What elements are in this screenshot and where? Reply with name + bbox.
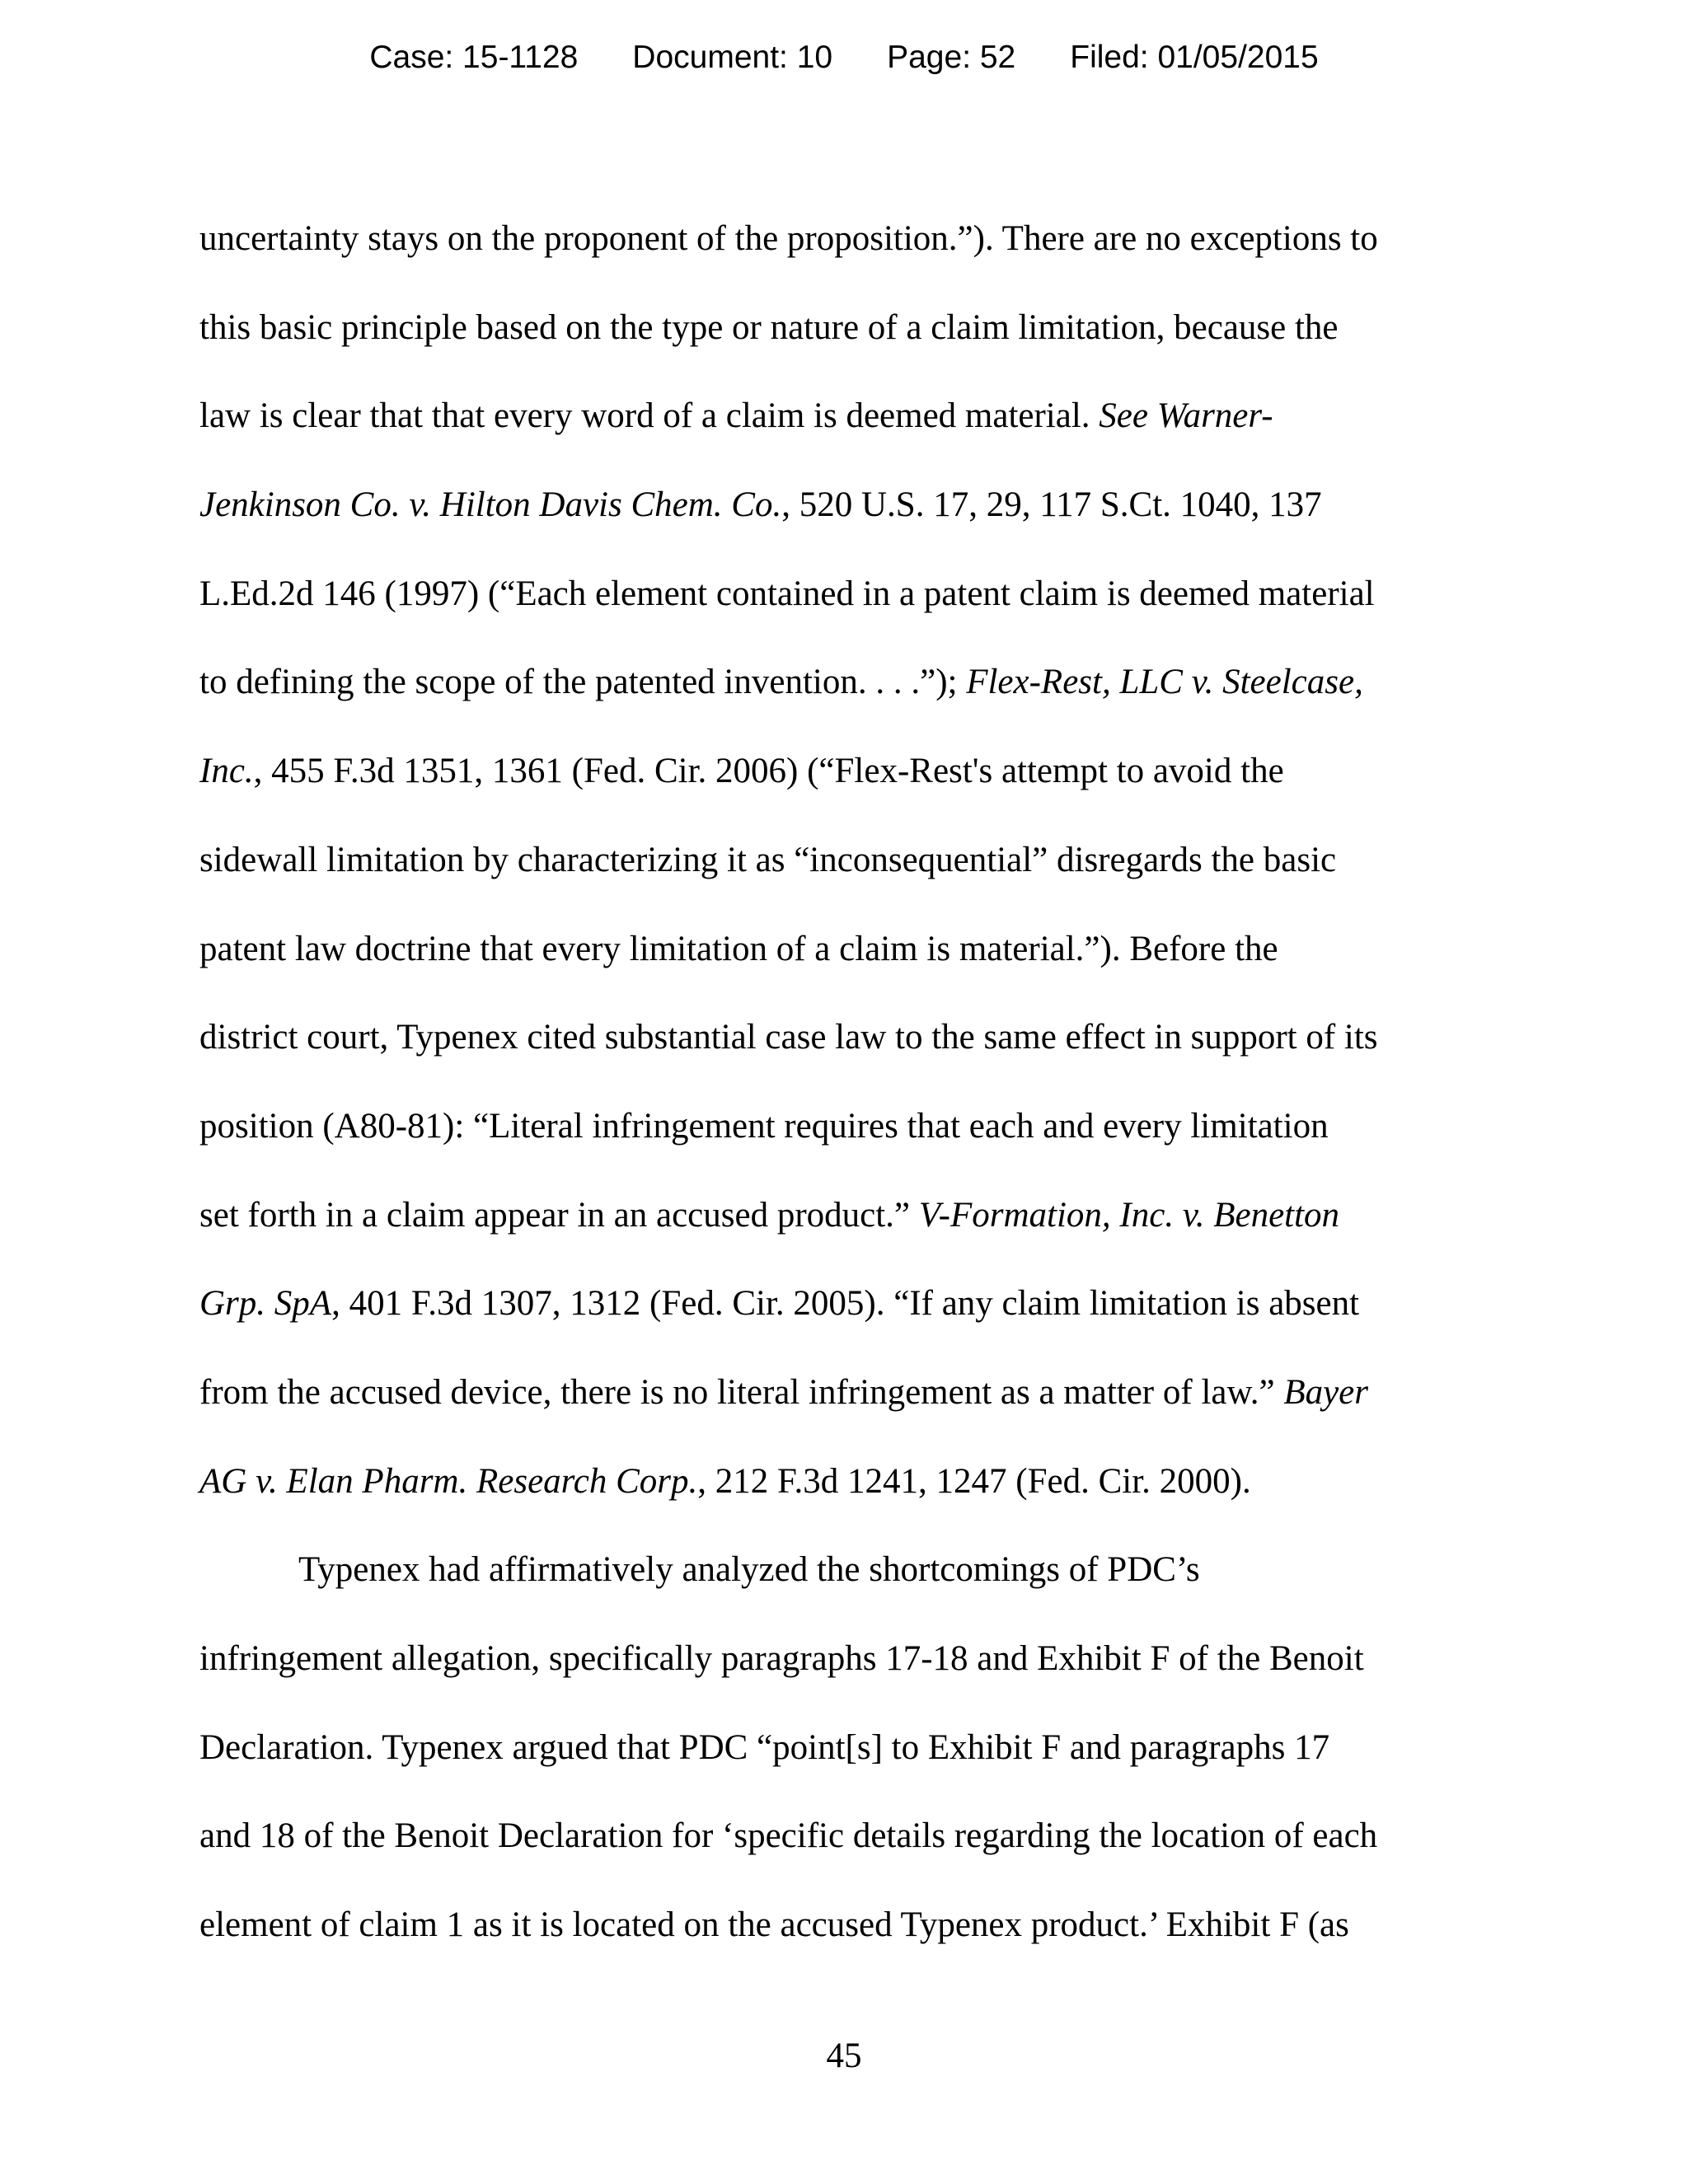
text-segment: , 401 F.3d 1307, 1312 (Fed. Cir. 2005). “If any claim limitation is absent [331,1284,1360,1324]
body-text [199,194,1518,1970]
text-segment: to defining the scope of the patented invention. . . .”); [199,663,967,702]
citation-text: Bayer [1283,1372,1368,1412]
text-line [199,461,1518,550]
text-line [199,1082,1518,1171]
text-line [199,550,1518,639]
filed-date: Filed: 01/05/2015 [1070,40,1319,75]
citation-text: Inc. [199,752,254,791]
text-segment: district court, Typenex cited substantial case law to the same effect in support of its [199,1018,1378,1057]
text-segment: sidewall limitation by characterizing it as “inconsequential” disregards the basic [199,840,1337,879]
text-line [199,1171,1518,1260]
text-line [199,1792,1518,1881]
page-number: 45 [826,2036,862,2075]
text-line [199,1526,1518,1615]
citation-text: Jenkinson Co. v. Hilton Davis Chem. Co. [199,485,782,525]
text-line [199,727,1518,816]
citation-text: V-Formation, Inc. v. Benetton [918,1195,1340,1235]
text-segment: law is clear that that every word of a claim is deemed material. [199,396,1100,436]
text-line [199,1704,1518,1793]
text-segment: patent law doctrine that every limitation of a claim is material.”). Before the [199,929,1278,968]
text-segment: infringement allegation, specifically paragraphs 17-18 and Exhibit F of the Benoit [199,1639,1364,1678]
text-line [199,284,1518,373]
text-line [199,816,1518,905]
citation-text: Flex-Rest, LLC v. Steelcase, [966,663,1363,702]
text-segment: and 18 of the Benoit Declaration for ‘specific details regarding the location of each [199,1816,1378,1856]
text-segment: , 455 F.3d 1351, 1361 (Fed. Cir. 2006) (“Flex-Rest's attempt to avoid the [253,752,1284,791]
text-line [199,372,1518,461]
text-line [199,905,1518,994]
case-number: Case: 15-1128 [369,40,579,75]
text-segment: position (A80-81): “Literal infringement requires that each and every limitation [199,1106,1329,1146]
text-segment: uncertainty stays on the proponent of the proposition.”). There are no exceptions to [199,219,1378,258]
text-line [199,194,1518,284]
page-label: Page: 52 [887,40,1016,75]
text-line [199,993,1518,1082]
text-segment: from the accused device, there is no literal infringement as a matter of law.” [199,1372,1284,1412]
text-segment: Declaration. Typenex argued that PDC “point[s] to Exhibit F and paragraphs 17 [199,1727,1330,1767]
text-segment: element of claim 1 as it is located on the accused Typenex product.’ Exhibit F (as [199,1905,1349,1945]
text-segment: Typenex had affirmatively analyzed the shortcomings of PDC’s [298,1550,1200,1590]
text-line [199,1881,1518,1970]
text-line [199,1259,1518,1348]
document-number: Document: 10 [632,40,833,75]
text-line [199,1615,1518,1704]
text-segment: set forth in a claim appear in an accused product.” [199,1195,919,1235]
text-line [199,1437,1518,1526]
citation-text: Grp. SpA [199,1284,332,1324]
text-segment: , 212 F.3d 1241, 1247 (Fed. Cir. 2000). [697,1461,1251,1501]
text-segment: , 520 U.S. 17, 29, 117 S.Ct. 1040, 137 [781,485,1322,525]
text-line [199,638,1518,727]
citation-text: AG v. Elan Pharm. Research Corp. [199,1461,698,1501]
text-line [199,1348,1518,1437]
text-segment: L.Ed.2d 146 (1997) (“Each element contained in a patent claim is deemed material [199,574,1375,613]
text-segment: this basic principle based on the type or nature of a claim limitation, because the [199,307,1339,347]
citation-text: See Warner- [1099,396,1273,436]
case-header [0,35,1688,81]
